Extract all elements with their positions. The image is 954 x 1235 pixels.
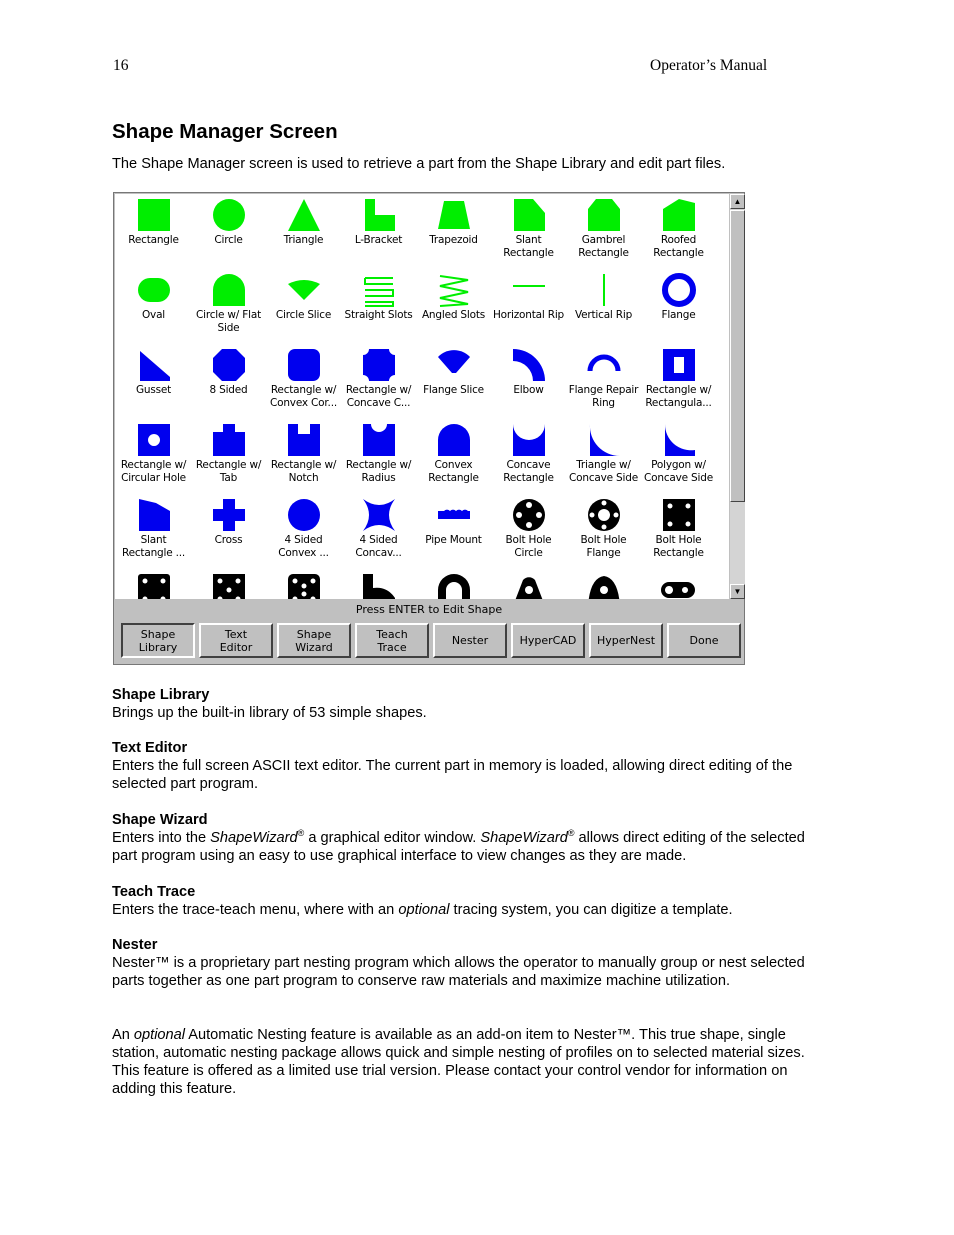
flange-slice-icon <box>436 347 472 383</box>
shape-tile[interactable] <box>566 495 641 570</box>
shape-tile[interactable] <box>641 270 716 345</box>
section-body: Enters into the <box>112 830 211 846</box>
mound-hole-icon <box>511 572 547 599</box>
shape-label: Flange Slice <box>423 384 484 396</box>
shape-label: Bolt Hole Flange <box>580 534 627 559</box>
toolbar-button-teach-trace[interactable]: Teach Trace <box>355 623 429 658</box>
shape-tile[interactable] <box>191 570 266 599</box>
slant-rectangle-blue-icon <box>136 497 172 533</box>
four-sided-concave-icon <box>361 497 397 533</box>
shape-tile[interactable] <box>266 420 341 495</box>
shape-tile[interactable] <box>191 495 266 570</box>
rectangle-rect-hole-icon <box>661 347 697 383</box>
shape-tile[interactable] <box>116 345 191 420</box>
cross-icon <box>211 497 247 533</box>
shape-tile[interactable] <box>641 345 716 420</box>
shape-tile[interactable] <box>566 345 641 420</box>
triangle-icon <box>286 197 322 233</box>
emphasis: optional <box>398 902 450 918</box>
shape-label: 8 Sided <box>209 384 248 396</box>
shape-tile[interactable] <box>191 420 266 495</box>
section-nester <box>112 936 812 990</box>
section-body: Nester™ is a proprietary part nesting program which allows the operator to manually group or nest selected parts together as one part program to conserve raw materials and maximize machine utilization. <box>112 955 805 989</box>
shape-tile[interactable] <box>266 270 341 345</box>
registered-mark: ® <box>297 828 305 839</box>
shape-label: Rectangle w/ Concave C... <box>345 384 412 409</box>
registered-mark: ® <box>567 828 575 839</box>
shape-label: Gusset <box>135 384 172 396</box>
shape-label: Oval <box>141 309 166 321</box>
product-name: ShapeWizard <box>210 830 298 846</box>
circle-icon <box>211 197 247 233</box>
rectangle-convex-corners-icon <box>286 347 322 383</box>
toolbar-button-shape-library[interactable]: Shape Library <box>121 623 195 658</box>
section-heading: Shape Wizard <box>112 812 208 828</box>
rectangle-notch-icon <box>286 422 322 458</box>
section-shape-library <box>112 686 812 722</box>
shape-label: Vertical Rip <box>574 309 633 321</box>
shape-tile[interactable] <box>416 570 491 599</box>
shape-tile[interactable] <box>116 495 191 570</box>
shape-label: Circle w/ Flat Side <box>196 309 261 334</box>
boot-shape-icon <box>361 572 397 599</box>
shape-grid <box>115 194 729 599</box>
four-sided-convex-icon <box>286 497 322 533</box>
triangle-concave-side-icon <box>586 422 622 458</box>
shape-tile[interactable] <box>641 195 716 270</box>
shape-label: Triangle <box>283 234 324 246</box>
flange-icon <box>661 272 697 308</box>
shape-tile[interactable] <box>491 195 566 270</box>
circle-flat-side-icon <box>211 272 247 308</box>
arch-icon <box>436 572 472 599</box>
shape-tile[interactable] <box>416 345 491 420</box>
four-hole-rectangle-icon <box>136 572 172 599</box>
pipe-mount-icon <box>436 497 472 533</box>
trapezoid-icon <box>436 197 472 233</box>
shape-tile[interactable] <box>341 420 416 495</box>
shape-label: Horizontal Rip <box>492 309 565 321</box>
shape-label: L-Bracket <box>354 234 403 246</box>
emphasis: optional <box>133 1027 186 1043</box>
shape-label: Flange <box>661 309 696 321</box>
octagon-icon <box>211 347 247 383</box>
straight-slots-icon <box>361 272 397 308</box>
shape-label: 4 Sided Convex ... <box>278 534 329 559</box>
toolbar-button-done[interactable]: Done <box>667 623 741 658</box>
shape-label: Circle <box>214 234 243 246</box>
rectangle-tab-icon <box>211 422 247 458</box>
six-hole-rectangle-icon <box>286 572 322 599</box>
l-bracket-icon <box>361 197 397 233</box>
shape-tile[interactable] <box>266 570 341 599</box>
section-body: a graphical editor window. <box>304 830 481 846</box>
shape-label: Flange Repair Ring <box>568 384 639 409</box>
bolt-hole-flange-icon <box>586 497 622 533</box>
five-hole-rectangle-icon <box>211 572 247 599</box>
shape-tile[interactable] <box>341 270 416 345</box>
section-shape-wizard <box>112 811 812 865</box>
shape-tile[interactable] <box>191 270 266 345</box>
shape-label: Straight Slots <box>344 309 413 321</box>
shape-label: Circle Slice <box>275 309 332 321</box>
shape-label: Convex Rectangle <box>428 459 479 484</box>
shape-tile[interactable] <box>266 345 341 420</box>
shape-tile[interactable] <box>566 195 641 270</box>
shape-label: Polygon w/ Concave Side <box>644 459 713 484</box>
shape-tile[interactable] <box>116 195 191 270</box>
shape-tile[interactable] <box>641 495 716 570</box>
scroll-thumb[interactable] <box>730 210 745 502</box>
shape-tile[interactable] <box>341 570 416 599</box>
shape-label: Rectangle w/ Circular Hole <box>120 459 187 484</box>
shape-tile[interactable] <box>116 420 191 495</box>
section-nester-paragraph-2 <box>112 1026 812 1098</box>
section-text-editor <box>112 739 812 793</box>
bell-hole-icon <box>586 572 622 599</box>
shape-tile[interactable] <box>491 270 566 345</box>
toolbar-button-shape-wizard[interactable]: Shape Wizard <box>277 623 351 658</box>
page-number: 16 <box>113 57 129 74</box>
section-body: Brings up the built-in library of 53 simple shapes. <box>112 705 427 721</box>
section-heading: Nester <box>112 937 158 953</box>
shape-label: Elbow <box>513 384 544 396</box>
shape-label: Bolt Hole Rectangle <box>653 534 704 559</box>
scroll-down-icon[interactable]: ▼ <box>730 584 745 599</box>
vertical-rip-icon <box>586 272 622 308</box>
rectangle-icon <box>136 197 172 233</box>
product-name: ShapeWizard <box>480 830 568 846</box>
shape-label: Pipe Mount <box>425 534 482 546</box>
section-body: Automatic Nesting feature is available as an add-on item to Nester™. This true shape, single station, automatic nesting package allows quick and simple nesting of profiles on to selected material sizes. This feature is offered as a limited use trial version. Please contact your control vendor for information on adding this feature. <box>112 1027 805 1097</box>
shape-label: Slant Rectangle ... <box>121 534 186 559</box>
shape-label: Angled Slots <box>421 309 486 321</box>
shape-label: Rectangle w/ Radius <box>345 459 412 484</box>
shape-tile[interactable] <box>341 495 416 570</box>
shape-tile[interactable] <box>491 570 566 599</box>
shape-tile[interactable] <box>416 195 491 270</box>
page-title: Shape Manager Screen <box>112 120 338 143</box>
shape-label: Slant Rectangle <box>503 234 554 259</box>
shape-label: Triangle w/ Concave Side <box>569 459 638 484</box>
shape-manager-window <box>113 192 745 665</box>
shape-tile[interactable] <box>416 270 491 345</box>
section-body: Enters the trace-teach menu, where with an <box>112 902 399 918</box>
shape-tile[interactable] <box>266 195 341 270</box>
manual-title: Operator’s Manual <box>650 57 768 74</box>
shape-label: Roofed Rectangle <box>653 234 704 259</box>
vertical-scrollbar[interactable] <box>730 194 745 599</box>
shape-label: Cross <box>214 534 243 546</box>
shape-label: Rectangle w/ Convex Cor... <box>270 384 337 409</box>
circle-slice-icon <box>286 272 322 308</box>
slant-rectangle-icon <box>511 197 547 233</box>
shape-label: 4 Sided Concav... <box>355 534 402 559</box>
section-heading: Shape Library <box>112 687 210 703</box>
shape-tile[interactable] <box>191 195 266 270</box>
shape-tile[interactable] <box>341 345 416 420</box>
toolbar-button-hypernest[interactable]: HyperNest <box>589 623 663 658</box>
flange-repair-ring-icon <box>586 347 622 383</box>
shape-label: Gambrel Rectangle <box>578 234 629 259</box>
convex-rectangle-icon <box>436 422 472 458</box>
section-body: allows direct editing of the selected part program using an easy to use graphical interface to view changes as they are made. <box>112 830 805 864</box>
shape-tile[interactable] <box>416 420 491 495</box>
shape-tile[interactable] <box>566 270 641 345</box>
polygon-concave-side-icon <box>661 422 697 458</box>
section-heading: Teach Trace <box>112 884 196 900</box>
section-body: An <box>112 1027 134 1043</box>
shape-tile[interactable] <box>116 570 191 599</box>
section-teach-trace <box>112 883 812 919</box>
toolbar-button-nester[interactable]: Nester <box>433 623 507 658</box>
shape-tile[interactable] <box>566 420 641 495</box>
gusset-icon <box>136 347 172 383</box>
rectangle-concave-corners-icon <box>361 347 397 383</box>
toolbar-button-hypercad[interactable]: HyperCAD <box>511 623 585 658</box>
shape-label: Rectangle w/ Notch <box>270 459 337 484</box>
bolt-hole-circle-icon <box>511 497 547 533</box>
shape-tile[interactable] <box>341 195 416 270</box>
shape-label: Rectangle w/ Rectangula... <box>645 384 712 409</box>
shape-label: Concave Rectangle <box>503 459 554 484</box>
shape-tile[interactable] <box>116 270 191 345</box>
section-heading: Text Editor <box>112 740 188 756</box>
section-body: Enters the full screen ASCII text editor. The current part in memory is loaded, allowing direct editing of the selected part program. <box>112 758 793 792</box>
angled-slots-icon <box>436 272 472 308</box>
shape-tile[interactable] <box>416 495 491 570</box>
shape-label: Rectangle <box>128 234 179 246</box>
shape-tile[interactable] <box>491 345 566 420</box>
toolbar-button-text-editor[interactable]: Text Editor <box>199 623 273 658</box>
scroll-up-icon[interactable]: ▲ <box>730 194 745 209</box>
shape-label: Bolt Hole Circle <box>505 534 552 559</box>
shape-tile[interactable] <box>566 570 641 599</box>
bolt-hole-rectangle-icon <box>661 497 697 533</box>
shape-tile[interactable] <box>491 495 566 570</box>
shape-tile[interactable] <box>191 345 266 420</box>
shape-tile[interactable] <box>491 420 566 495</box>
concave-rectangle-icon <box>511 422 547 458</box>
shape-label: Trapezoid <box>429 234 478 246</box>
rectangle-radius-icon <box>361 422 397 458</box>
status-text: Press ENTER to Edit Shape <box>355 603 503 616</box>
rectangle-circular-hole-icon <box>136 422 172 458</box>
gambrel-rectangle-icon <box>586 197 622 233</box>
roofed-rectangle-icon <box>661 197 697 233</box>
shape-label: Rectangle w/ Tab <box>195 459 262 484</box>
horizontal-rip-icon <box>511 272 547 308</box>
intro-paragraph: The Shape Manager screen is used to retrieve a part from the Shape Library and edit part files. <box>112 156 726 172</box>
shape-tile[interactable] <box>266 495 341 570</box>
shape-tile[interactable] <box>641 420 716 495</box>
elbow-icon <box>511 347 547 383</box>
link-icon <box>661 572 697 599</box>
shape-tile[interactable] <box>641 570 716 599</box>
oval-icon <box>136 272 172 308</box>
section-body: tracing system, you can digitize a template. <box>449 902 733 918</box>
